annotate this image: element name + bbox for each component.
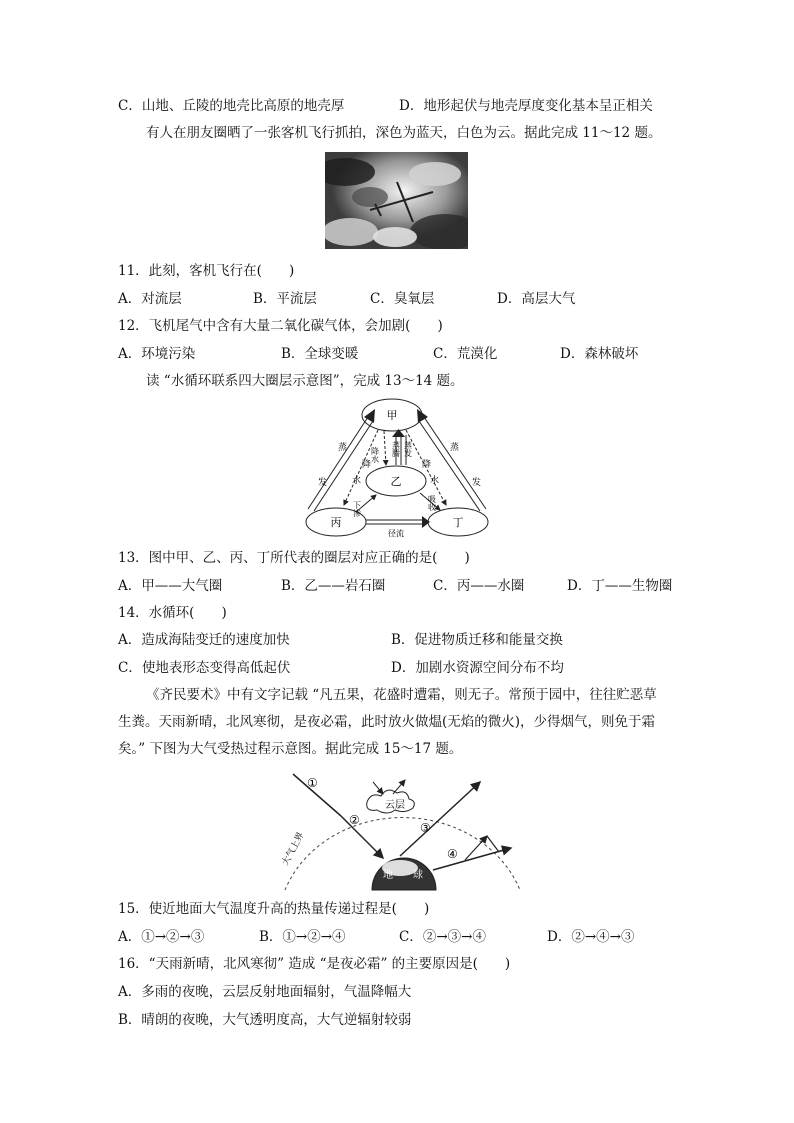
q11-option-d: D．高层大气 xyxy=(497,291,576,307)
atmosphere-heating-diagram xyxy=(275,770,525,892)
q13-option-c: C．丙——水圈 xyxy=(433,578,525,594)
q15-stem: 15．使近地面大气温度升高的热量传递过程是( ) xyxy=(118,901,430,917)
q14-option-d: D．加剧水资源空间分布不均 xyxy=(391,660,564,676)
label-right-shui: 水 xyxy=(430,476,440,486)
intro-15-17-line1: 《齐民要术》中有文字记载 “凡五果，花盛时遭霜，则无子。常预于园中，往往贮恶草 xyxy=(146,687,657,703)
q12-option-a: A．环境污染 xyxy=(118,346,196,362)
label-cloud: 云层 xyxy=(385,800,405,811)
q16-stem: 16．“天雨新晴，北风寒彻” 造成 “是夜必霜” 的主要原因是( ) xyxy=(118,956,511,972)
label-earth-b: 球 xyxy=(413,870,423,881)
label-yi: 乙 xyxy=(390,475,402,488)
q12-option-b: B．全球变暖 xyxy=(281,346,359,362)
label-left-fa: 发 xyxy=(318,478,328,488)
label-n2: ② xyxy=(349,813,360,827)
atmosphere-heating-svg xyxy=(275,770,525,892)
label-earth-a: 地 xyxy=(383,870,393,881)
intro-15-17-line3: 矣。” 下图为大气受热过程示意图。据此完成 15～17 题。 xyxy=(118,741,463,757)
q15-option-d: D．②→④→③ xyxy=(547,929,635,945)
label-center-jiangshui: 降水 xyxy=(370,447,380,463)
label-xiashen: 下渗 xyxy=(352,501,362,517)
q15-option-a: A．①→②→③ xyxy=(118,929,205,945)
q12-stem: 12．飞机尾气中含有大量二氧化碳气体，会加剧( ) xyxy=(118,318,443,334)
label-left-zheng: 蒸 xyxy=(338,443,348,453)
q12-option-d: D．森林破坏 xyxy=(560,346,639,362)
water-cycle-svg xyxy=(300,395,500,540)
label-left-shui: 水 xyxy=(352,476,362,486)
q11-stem: 11．此刻，客机飞行在( ) xyxy=(118,263,295,279)
q10-option-c: C．山地、丘陵的地壳比高原的地壳厚 xyxy=(118,98,345,114)
q16-option-b: B．晴朗的夜晚，大气透明度高，大气逆辐射较弱 xyxy=(118,1012,412,1028)
q14-option-a: A．造成海陆变迁的速度加快 xyxy=(118,632,290,648)
label-ding: 丁 xyxy=(452,516,464,529)
q13-option-d: D．丁——生物圈 xyxy=(567,578,673,594)
label-n4: ④ xyxy=(447,847,458,861)
intro-15-17-line2: 生粪。天雨新晴，北风寒彻，是夜必霜，此时放火做煴(无焰的微火)，少得烟气，则免于霜 xyxy=(118,714,656,730)
q13-option-a: A．甲——大气圈 xyxy=(118,578,223,594)
label-boundary: 大气上界 xyxy=(280,830,307,868)
airplane-photo xyxy=(325,152,468,249)
q10-option-d: D．地形起伏与地壳厚度变化基本呈正相关 xyxy=(399,98,653,114)
q11-option-a: A．对流层 xyxy=(118,291,182,307)
q12-option-c: C．荒漠化 xyxy=(433,346,498,362)
label-n3: ③ xyxy=(420,821,431,835)
q13-option-b: B．乙——岩石圈 xyxy=(281,578,386,594)
q14-stem: 14．水循环( ) xyxy=(118,605,227,621)
label-right-jiang: 降 xyxy=(422,460,432,470)
label-center-zhengfa: 蒸发 xyxy=(403,441,413,457)
label-n1: ① xyxy=(307,776,318,790)
label-right-fa: 发 xyxy=(472,478,482,488)
label-jia: 甲 xyxy=(386,409,398,422)
water-cycle-diagram xyxy=(300,395,500,540)
label-xishou: 吸收 xyxy=(427,495,437,511)
label-right-zheng: 蒸 xyxy=(450,443,460,453)
q15-option-b: B．①→②→④ xyxy=(259,929,346,945)
q11-option-c: C．臭氧层 xyxy=(370,291,435,307)
q16-option-a: A．多雨的夜晚，云层反射地面辐射，气温降幅大 xyxy=(118,984,412,1000)
q14-option-b: B．促进物质迁移和能量交换 xyxy=(391,632,563,648)
q15-option-c: C．②→③→④ xyxy=(399,929,486,945)
label-jingliu: 径流 xyxy=(388,529,404,538)
label-center-zhengteng: 蒸腾 xyxy=(391,441,401,457)
intro-11-12: 有人在朋友圈晒了一张客机飞行抓拍，深色为蓝天，白色为云。据此完成 11～12 题。 xyxy=(146,125,662,141)
q14-option-c: C．使地表形态变得高低起伏 xyxy=(118,660,291,676)
intro-13-14: 读 “水循环联系四大圈层示意图”，完成 13～14 题。 xyxy=(146,373,464,389)
airplane-photo-image xyxy=(325,152,468,249)
q13-stem: 13．图中甲、乙、丙、丁所代表的圈层对应正确的是( ) xyxy=(118,550,470,566)
label-left-jiang: 降 xyxy=(362,460,372,470)
label-bing: 丙 xyxy=(330,516,342,529)
q11-option-b: B．平流层 xyxy=(253,291,317,307)
